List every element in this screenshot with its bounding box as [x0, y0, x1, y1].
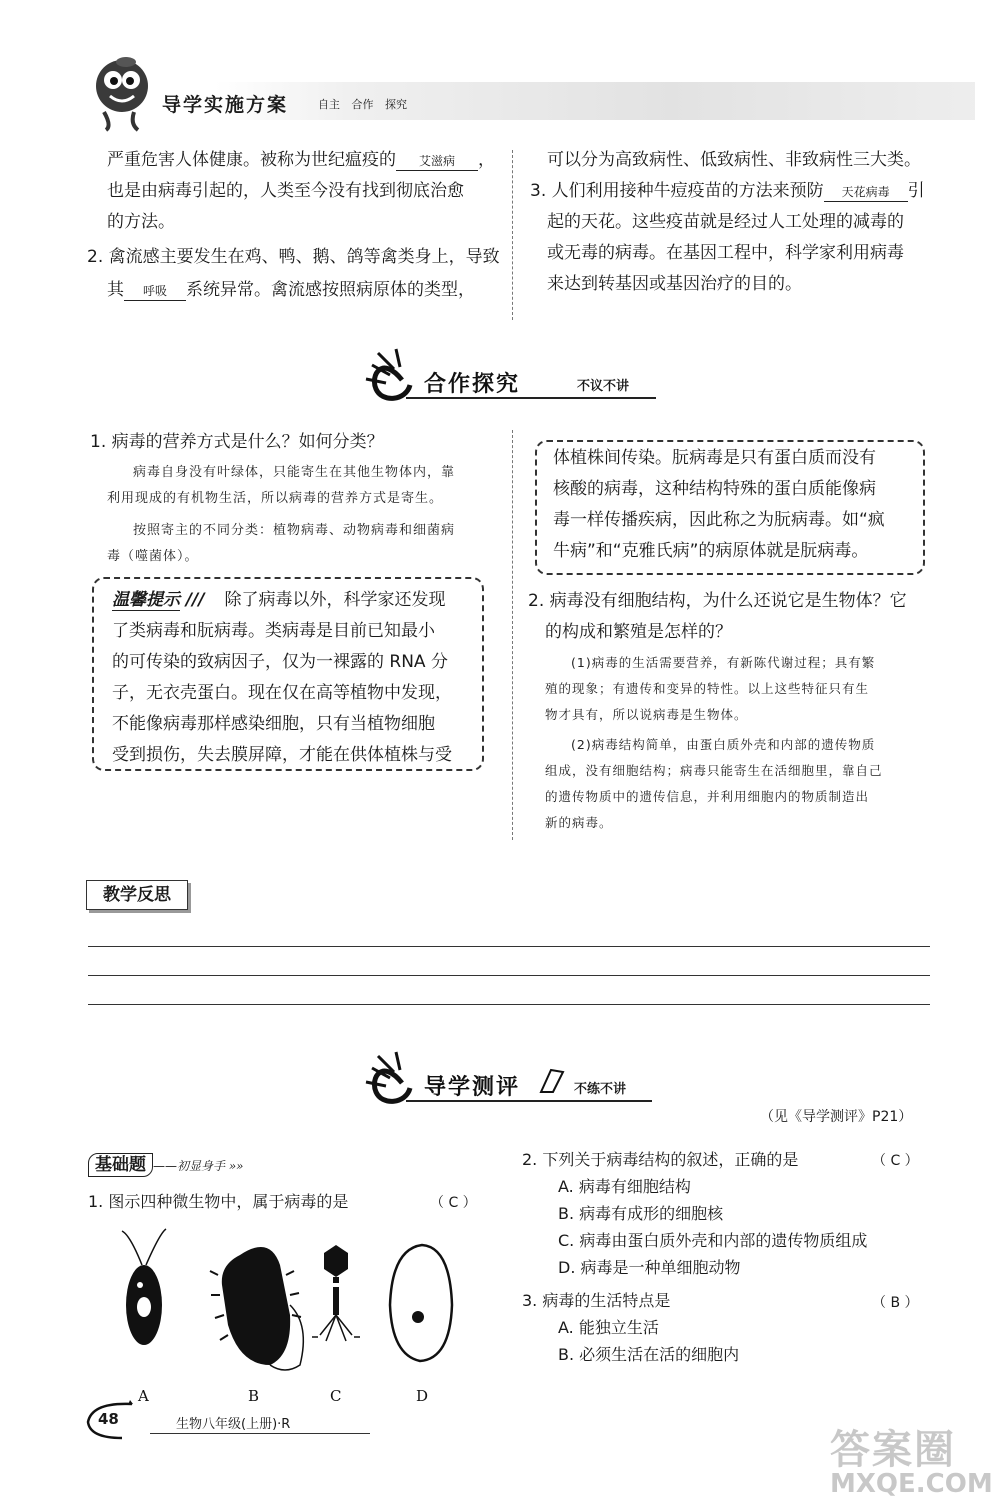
section-banner-cooperative: [362, 345, 662, 415]
tip-continued-content: 体植株间传染。朊病毒是只有蛋白质而没有 核酸的病毒，这种结构特殊的蛋白质能像病 毒一样传播疾病，因此称之为朊病毒。如“疯 牛病”和“克雅氏病”的病原体就是朊病毒。: [553, 448, 885, 561]
writing-line[interactable]: [88, 1004, 930, 1005]
section-title: 导学测评: [424, 1075, 521, 1100]
figure-d-cell: [390, 1245, 452, 1361]
writing-line[interactable]: [88, 975, 930, 976]
figure-label: C: [330, 1387, 342, 1405]
writing-line[interactable]: [88, 946, 930, 947]
answer-blank: 艾滋病: [396, 152, 478, 171]
figure-b-bacterium: [210, 1247, 303, 1370]
figure-a-alga: [122, 1229, 166, 1345]
figure-label: A: [138, 1387, 149, 1405]
question-1: 1. 病毒的营养方式是什么？如何分类？: [90, 432, 384, 452]
text-line: 来达到转基因或基因治疗的目的。: [547, 274, 802, 294]
swirl-ornament-icon: [362, 1048, 432, 1118]
tip-content: 温馨提示 /// 除了病毒以外，科学家还发现 了类病毒和朊病毒。类病毒是目前已知最小 的可传染的致病因子，仅为一裸露的 RNA 分 子，无衣壳蛋白。现在仅在高等植物中发现， 不能像病毒那样感染细胞，只有当植物细胞 受到损伤，失去膜屏障，才能在供体植株与受: [112, 590, 452, 765]
answer-choice: （ C ）: [872, 1153, 919, 1169]
text-line: 起的天花。这些疫苗就是经过人工处理的减毒的: [547, 212, 904, 232]
mascot-logo: [82, 52, 162, 132]
book-title: 生物八年级(上册)·R: [176, 1417, 291, 1432]
question-2-assessment: 2. 下列关于病毒结构的叙述，正确的是: [522, 1150, 799, 1169]
question-3: 3. 人们利用接种牛痘疫苗的方法来预防: [530, 181, 824, 201]
answer-blank: 呼吸: [124, 282, 186, 301]
footer-rule: [150, 1433, 370, 1434]
header-subtitle: 自主 合作 探究: [318, 98, 407, 111]
section-banner-assessment: [362, 1048, 662, 1118]
watermark: [830, 1418, 993, 1499]
question-2-cooperative: 2. 病毒没有细胞结构，为什么还说它是生物体？它 的构成和繁殖是怎样的？: [528, 591, 907, 642]
text-line: 也是由病毒引起的，人类至今没有找到彻底治愈: [107, 181, 464, 201]
answer-choice: （ B ）: [872, 1295, 919, 1311]
question-3-assessment: 3. 病毒的生活特点是: [522, 1291, 671, 1310]
tip-slash-icon: ///: [180, 590, 205, 610]
text-line: 的方法。: [107, 212, 175, 232]
section-title: 合作探究: [424, 372, 521, 397]
watermark-text: 答案圈: [830, 1427, 956, 1473]
option: B. 病毒有成形的细胞核: [558, 1204, 724, 1223]
answer-choice: （ C ）: [430, 1195, 477, 1211]
question-2: 2. 禽流感主要发生在鸡、鸭、鹅、鸽等禽类身上，导致: [87, 247, 500, 267]
answer-1: 病毒自身没有叶绿体，只能寄生在其他生物体内，靠 利用现成的有机物生活，所以病毒的营养方式是寄生。 按照寄主的不同分类：植物病毒、动物病毒和细菌病 毒（噬菌体）。: [107, 465, 456, 564]
option: A. 能独立生活: [558, 1318, 659, 1337]
reflection-label: 教学反思: [86, 880, 188, 910]
option: A. 病毒有细胞结构: [558, 1177, 691, 1196]
flag-ornament-icon: [537, 1066, 567, 1096]
question-3-options: [558, 1314, 739, 1368]
basic-sub: ——初显身手: [153, 1159, 226, 1173]
tip-label: 温馨提示: [112, 590, 180, 610]
header-title: 导学实施方案: [162, 94, 289, 116]
column-divider: [512, 150, 513, 320]
text-line: 可以分为高致病性、低致病性、非致病性三大类。: [547, 150, 921, 170]
basic-label-text: 基础题: [88, 1153, 153, 1177]
top-left-column: 严重危害人体健康。被称为世纪瘟疫的 艾滋病 ， 也是由病毒引起的，人类至今没有找到彻底治愈 的方法。 2. 禽流感主要发生在鸡、鸭、鹅、鸽等禽类身上，导致 其 呼吸 系统异常。禽流感按照病原体的类型，: [107, 145, 502, 306]
text-line: 或无毒的病毒。在基因工程中，科学家利用病毒: [547, 243, 904, 263]
basic-label: [88, 1150, 244, 1175]
chevrons-icon: »»: [225, 1159, 244, 1173]
banner-rule: [406, 1100, 652, 1102]
figure-label: D: [416, 1387, 429, 1405]
text-line: 严重危害人体健康。被称为世纪瘟疫的: [107, 150, 396, 170]
page-number: 48: [98, 1410, 119, 1428]
section-tag: 不练不讲: [574, 1082, 627, 1097]
top-right-column: 可以分为高致病性、低致病性、非致病性三大类。 3. 人们利用接种牛痘疫苗的方法来预防 天花病毒 引 起的天花。这些疫苗就是经过人工处理的减毒的 或无毒的病毒。在基因工程中，科学家利用病毒 来达到转基因或基因治疗的目的。: [530, 145, 950, 300]
answer-2: (1)病毒的生活需要营养，有新陈代谢过程；具有繁 殖的现象；有遗传和变异的特性。以上这些特征只有生 物才具有，所以说病毒是生物体。 (2)病毒结构简单，由蛋白质外壳和内部的遗传物质 组成，没有细胞结构；病毒只能寄生在活细胞里，靠自己 的遗传物质中的遗传信息，并利用细胞内的物质制造出 新的病毒。: [545, 655, 883, 830]
swirl-ornament-icon: [362, 345, 432, 415]
figure-c-phage: [312, 1245, 360, 1341]
section-tag: 不议不讲: [577, 379, 630, 394]
figure-label: B: [248, 1387, 260, 1405]
answer-blank: 天花病毒: [824, 183, 908, 202]
watermark-url: MXQE.COM: [830, 1469, 993, 1499]
banner-rule: [406, 397, 656, 399]
option: B. 必须生活在活的细胞内: [558, 1345, 740, 1364]
option: C. 病毒由蛋白质外壳和内部的遗传物质组成: [558, 1231, 868, 1250]
question-1-assessment: 1. 图示四种微生物中，属于病毒的是: [88, 1192, 349, 1211]
reference-note: （见《导学测评》P21）: [760, 1109, 913, 1125]
microorganism-figure: [100, 1225, 500, 1405]
question-2-options: [558, 1173, 867, 1281]
column-divider: [512, 430, 513, 840]
option: D. 病毒是一种单细胞动物: [558, 1258, 741, 1277]
